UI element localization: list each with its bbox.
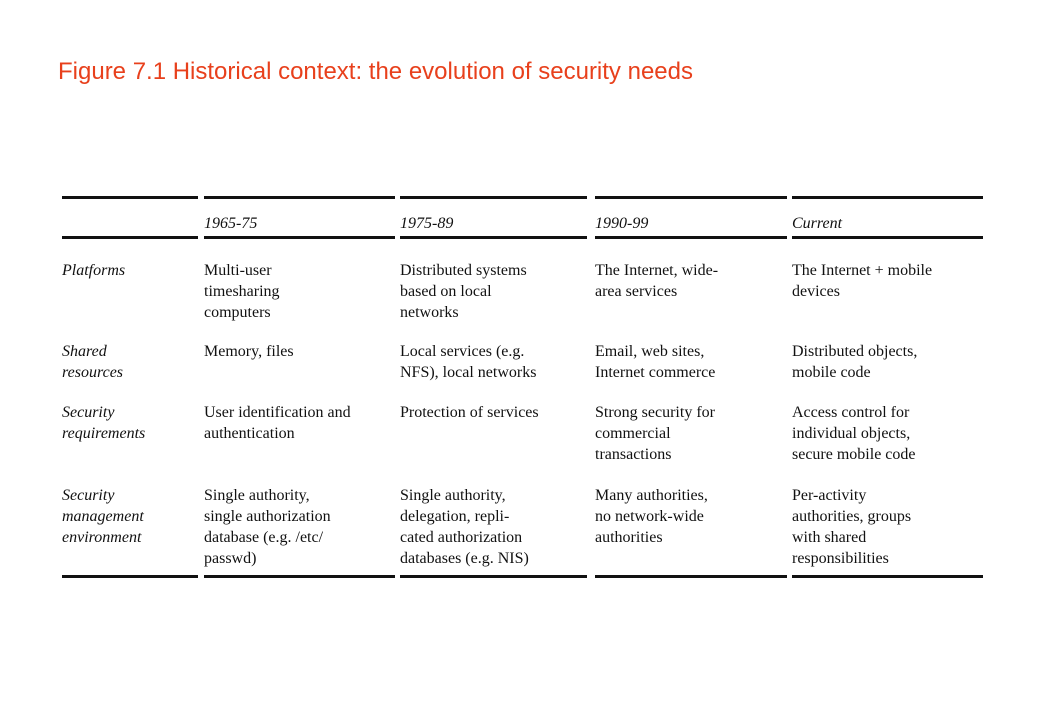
top-rule-col1 <box>204 196 395 199</box>
cell-security-management-1965-75: Single authority, single authorization database (e.g. /etc/ passwd) <box>204 487 331 567</box>
bottom-rule-col3 <box>595 575 787 578</box>
header-rule-col1 <box>204 236 395 239</box>
column-header-current: Current <box>792 215 843 232</box>
cell-platforms-current: The Internet + mobile devices <box>792 262 933 300</box>
top-rule-col2 <box>400 196 587 199</box>
column-header-1990-99: 1990-99 <box>595 215 649 232</box>
header-rule-col0 <box>62 236 198 239</box>
bottom-rule-col2 <box>400 575 587 578</box>
cell-security-management-1975-89: Single authority, delegation, repli- cated authorization databases (e.g. NIS) <box>400 487 529 567</box>
cell-shared-resources-1965-75: Memory, files <box>204 343 294 360</box>
cell-security-requirements-1975-89: Protection of services <box>400 404 539 421</box>
cell-security-requirements-1990-99: Strong security for commercial transactions <box>595 404 715 463</box>
header-rule-col2 <box>400 236 587 239</box>
header-rule-col3 <box>595 236 787 239</box>
cell-shared-resources-1975-89: Local services (e.g. NFS), local networks <box>400 343 537 381</box>
cell-security-management-1990-99: Many authorities, no network-wide authorities <box>595 487 708 546</box>
figure-title: Figure 7.1 Historical context: the evolution of security needs <box>58 58 693 85</box>
bottom-rule-col1 <box>204 575 395 578</box>
top-rule-col0 <box>62 196 198 199</box>
top-rule-col4 <box>792 196 983 199</box>
row-label-security-requirements: Security requirements <box>62 404 146 442</box>
top-rule-col3 <box>595 196 787 199</box>
row-label-security-management-environment: Security management environment <box>62 487 144 546</box>
cell-platforms-1975-89: Distributed systems based on local networks <box>400 262 527 321</box>
cell-security-requirements-1965-75: User identification and authentication <box>204 404 351 442</box>
cell-shared-resources-current: Distributed objects, mobile code <box>792 343 918 381</box>
column-header-1975-89: 1975-89 <box>400 215 454 232</box>
row-label-platforms: Platforms <box>62 262 126 279</box>
header-rule-col4 <box>792 236 983 239</box>
cell-platforms-1990-99: The Internet, wide- area services <box>595 262 719 300</box>
cell-platforms-1965-75: Multi-user timesharing computers <box>204 262 280 321</box>
row-label-shared-resources: Shared resources <box>62 343 124 381</box>
column-header-1965-75: 1965-75 <box>204 215 258 232</box>
bottom-rule-col0 <box>62 575 198 578</box>
cell-security-management-current: Per-activity authorities, groups with shared responsibilities <box>792 487 912 567</box>
bottom-rule-col4 <box>792 575 983 578</box>
cell-shared-resources-1990-99: Email, web sites, Internet commerce <box>595 343 716 381</box>
cell-security-requirements-current: Access control for individual objects, secure mobile code <box>792 404 916 463</box>
